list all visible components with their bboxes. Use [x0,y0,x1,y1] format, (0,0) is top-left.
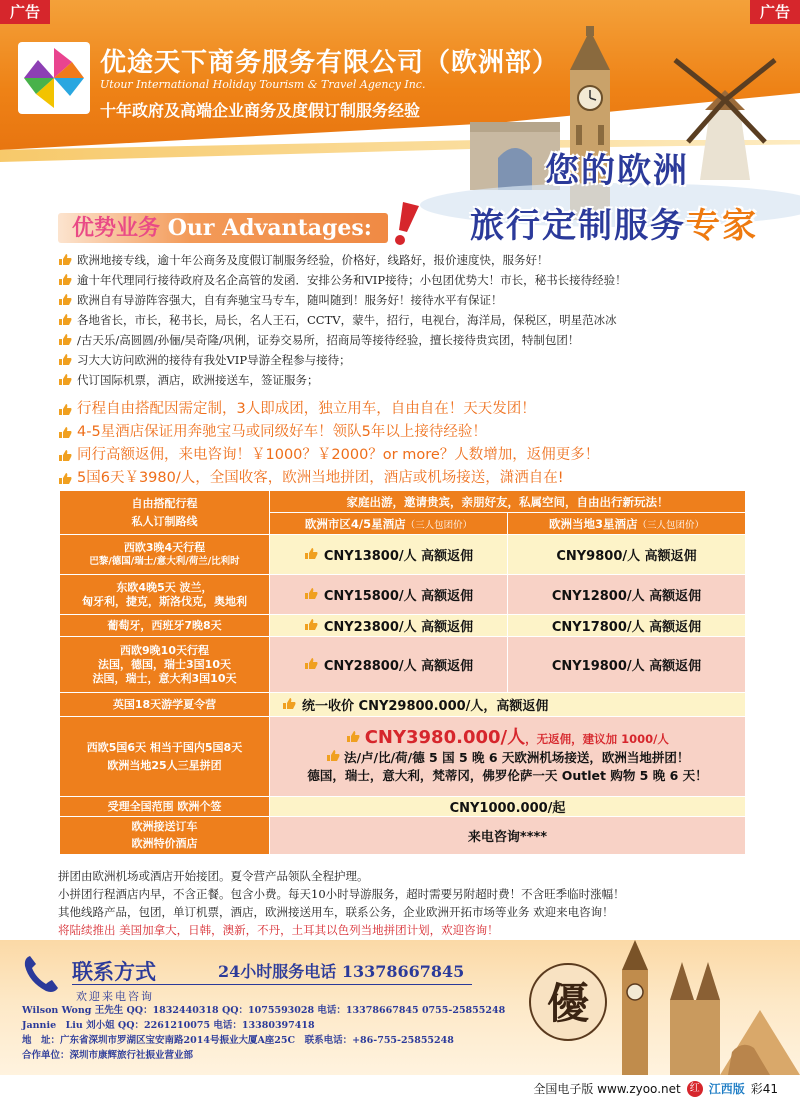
list-item [58,398,778,421]
slogan-line-2-a: 旅行定制服务 [470,206,686,246]
welcome-text: 欢迎来电咨询 [76,990,154,1003]
price-cell: CNY17800/人 高额返佣 [508,615,746,637]
advantages-title [58,213,388,243]
list-item [58,467,778,490]
thumbs-up-icon [326,750,340,762]
price-cell [270,693,746,717]
table-row [60,575,746,615]
list-item-text: 欧洲地接专线，逾十年公商务及度假订制服务经验，价格好，线路好，报价速度快，服务好！ [77,253,549,267]
table-row [60,693,746,717]
table-row [60,717,746,797]
column-header-a [270,513,508,535]
thumbs-up-icon [304,548,318,560]
corner-top-label: 自由搭配行程 [131,496,198,510]
list-item [58,290,758,310]
ad-label-right: 广告 [750,0,800,24]
thumbs-up-icon [58,404,72,416]
footer-text [533,1080,778,1097]
list-item [58,370,758,390]
column-header-b-label: 欧洲当地3星酒店 [548,516,638,531]
slogan-line-2 [470,198,758,247]
thumbs-up-icon [58,274,72,286]
price-text: CNY13800/人 高额返佣 [323,548,474,564]
price-text: CNY28800/人 高额返佣 [323,658,474,674]
contact-section [0,940,800,1075]
list-item [58,310,758,330]
price-table [59,490,746,855]
footer-label: 全国电子版 www.zyoo.net [533,1082,681,1096]
list-item [58,421,778,444]
thumbs-up-icon [282,698,296,710]
price-cell [270,615,508,637]
list-item [58,330,758,350]
list-item-text: /古天乐/高圆圆/孙俪/吴奇隆/巩俐，证券交易所，招商局等接待经验，擅长接待贵宾团，特制包团！ [77,333,580,347]
route-label-line: 西欧5国6天 相当于国内5国8天 [86,740,243,754]
route-label-line: 西欧9晚10天行程 [120,643,209,657]
price-cell: CNY9800/人 高额返佣 [508,535,746,575]
highlight-text: 同行高额返佣，来电咨询！￥1000？￥2000？or more？人数增加，返佣更多！ [77,447,600,463]
list-item [58,250,758,270]
price-text: CNY15800/人 高额返佣 [323,588,474,604]
exclamation-icon [385,200,423,246]
contact-row: 地 址：广东省深圳市罗湖区宝安南路2014号振业大厦A座25C 联系电话：+86-755-25855248 [22,1035,454,1046]
euro5-line-text: 法/卢/比/荷/德 5 国 5 晚 6 天欧洲机场接送，欧洲当地拼团！ [343,749,690,765]
table-row [60,535,746,575]
contact-details [22,1004,522,1064]
advantages-list [58,250,758,390]
contact-row: Wilson Wong 王先生 QQ：1832440318 QQ：1075593028 电话：13378667845 0755-25855248 [22,1005,506,1016]
thumbs-up-icon [304,658,318,670]
hotline: 24小时服务电话 13378667845 [218,962,465,981]
price-cell: CNY12800/人 高额返佣 [508,575,746,615]
column-header-b [508,513,746,535]
euro5-price: CNY3980.000/人 [364,726,526,748]
phone-icon [20,952,64,996]
price-cell: CNY19800/人 高额返佣 [508,637,746,693]
table-row [60,615,746,637]
contact-row: Jannie Liu 刘小姐 QQ：2261210075 电话：13380397418 [22,1020,315,1031]
route-label-line: 欧洲特价酒店 [131,837,198,850]
price-cell: 来电咨询**** [270,817,746,855]
footer [0,1075,800,1100]
route-label [60,717,270,797]
thumbs-up-icon [58,450,72,462]
list-item [58,270,758,290]
thumbs-up-icon [58,294,72,306]
route-label-line: 巴黎/德国/瑞士/意大利/荷兰/比利时 [89,555,240,567]
thumbs-up-icon [58,473,72,485]
price-cell [270,575,508,615]
route-label [60,575,270,615]
route-label-line: 欧洲当地25人三星拼团 [107,758,222,772]
route-label [60,817,270,855]
price-text: CNY23800/人 高额返佣 [323,619,474,635]
route-label [60,637,270,693]
list-item-text: 代订国际机票，酒店，欧洲接送车，签证服务； [77,373,319,387]
thumbs-up-icon [346,731,360,743]
price-cell: CNY1000.000/起 [270,797,746,817]
note-line: 将陆续推出 美国加拿大，日韩，澳新，不丹，土耳其以色列当地拼团计划，欢迎咨询！ [58,923,499,937]
column-header-a-note: （三人包团价） [405,519,473,531]
table-banner: 家庭出游，邀请贵宾，亲朋好友，私属空间，自由出行新玩法！ [270,491,746,513]
pinwheel-logo-icon [18,42,90,114]
price-cell [270,637,508,693]
table-row [60,637,746,693]
route-label: 葡萄牙，西班牙7晚8天 [60,615,270,637]
contact-title: 联系方式 [72,960,156,984]
thumbs-up-icon [304,588,318,600]
seal-char: 優 [546,979,590,1028]
route-label: 英国18天游学夏令营 [60,693,270,717]
thumbs-up-icon [58,314,72,326]
contact-row: 合作单位：深圳市康辉旅行社振业营业部 [22,1050,194,1061]
highlight-text: 5国6天￥3980/人，全国收客，欧洲当地拼团，酒店或机场接送，潇洒自在! [77,470,564,486]
list-item-text: 各地省长，市长，秘书长，局长，名人王石，CCTV，蒙牛，招行，电视台，海洋局，保税区，明星范冰冰 [77,313,617,327]
euro5-line-text: 德国，瑞士，意大利，梵蒂冈，佛罗伦萨一天 Outlet 购物 5 晚 6 天！ [307,767,708,783]
list-item-text: 逾十年代理同行接待政府及名企高管的发函．安排公务和VIP接待；小包团优势大！市长，秘书长接待经验！ [77,273,627,287]
column-header-b-note: （三人包团价） [637,519,705,531]
advantages-title-en: Our Advantages: [167,215,372,241]
thumbs-up-icon [58,374,72,386]
thumbs-up-icon [58,427,72,439]
note-line: 小拼团行程酒店内早，不含正餐。包含小费。每天10小时导游服务，超时需要另附超时费！不含旺季临时涨幅！ [58,887,625,901]
table-row [60,491,746,513]
route-label-line: 法国，德国，瑞士3国10天 [98,657,231,671]
divider [72,984,472,985]
thumbs-up-icon [58,334,72,346]
thumbs-up-icon [304,619,318,631]
thumbs-up-icon [58,254,72,266]
route-label-line: 西欧3晚4天行程 [123,540,206,554]
footer-edition: 江西版 [708,1082,745,1096]
route-label-line: 匈牙利，捷克，斯洛伐克，奥地利 [82,594,247,608]
euro5-line [280,749,735,767]
landmarks-illustration [520,940,800,1075]
euro5-price-line [280,726,735,749]
company-name: 优途天下商务服务有限公司（欧洲部） [100,48,560,78]
corner-bottom-label: 私人订制路线 [131,514,198,528]
note-line: 其他线路产品，包团，单订机票，酒店，欧洲接送用车，联系公务，企业欧洲开拓市场等业务 欢迎来电咨询！ [58,905,614,919]
footer-page: 彩41 [750,1082,778,1096]
thumbs-up-icon [58,354,72,366]
highlight-text: 4-5星酒店保证用奔驰宝马或同级好车！领队5年以上接待经验！ [77,424,487,440]
column-header-a-label: 欧洲市区4/5星酒店 [304,516,406,531]
price-text: 统一收价 CNY29800.000/人，高额返佣 [302,698,549,714]
ad-label-left: 广告 [0,0,50,24]
euro5-deal-cell [270,717,746,797]
notes-block [58,868,788,940]
table-row [60,817,746,855]
price-cell [270,535,508,575]
route-label [60,535,270,575]
footer-badge: 红 [687,1081,703,1097]
slogan-line-1: 您的欧洲 [545,151,689,191]
company-name-en: Utour International Holiday Tourism & Travel Agency Inc. [100,78,426,91]
table-corner [60,491,270,535]
list-item-text: 欧洲自有导游阵容强大，自有奔驰宝马专车，随叫随到！服务好！接待水平有保证！ [77,293,503,307]
list-item-text: 习大大访问欧洲的接待有我处VIP导游全程参与接待； [77,353,351,367]
advantages-title-cn: 优势业务 [72,215,161,241]
route-label: 受理全国范围 欧洲个签 [60,797,270,817]
route-label-line: 东欧4晚5天 波兰， [116,580,213,594]
route-label-line: 欧洲接送订车 [131,820,198,833]
highlight-text: 行程自由搭配因需定制，3人即成团，独立用车，自由自在！天天发团！ [77,401,536,417]
table-row [60,797,746,817]
highlights-list [58,398,778,490]
note-line: 拼团由欧洲机场或酒店开始接团。夏令营产品领队全程护理。 [58,869,369,883]
list-item [58,350,758,370]
route-label-line: 法国，瑞士，意大利3国10天 [92,671,237,685]
euro5-note: ，无返佣，建议加 1000/人 [525,731,669,746]
slogan-line-2-b: 专家 [686,206,758,246]
list-item [58,444,778,467]
company-tagline: 十年政府及高端企业商务及度假订制服务经验 [100,101,421,120]
